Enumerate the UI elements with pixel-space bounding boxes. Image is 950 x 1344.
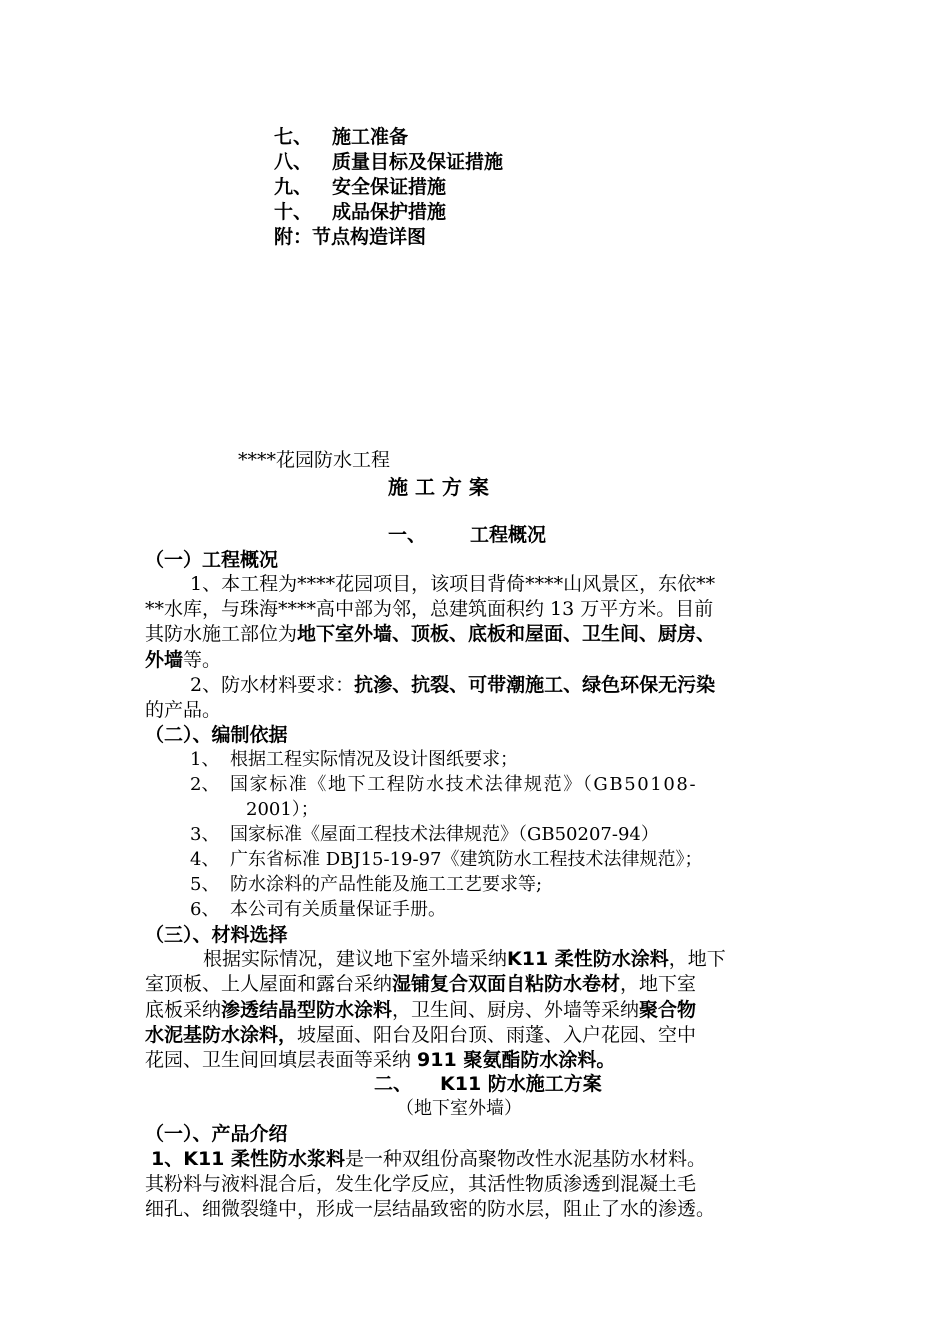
toc-item [274, 125, 503, 150]
toc-num: 十、 [274, 201, 313, 223]
emphasis-text: 水泥基防水涂料， [145, 1024, 298, 1046]
toc-item [274, 150, 503, 175]
subsection-heading: （二）、编制依据 [145, 724, 288, 746]
section-2-heading [374, 1071, 602, 1097]
toc-item [274, 175, 503, 200]
list-text: 本公司有关质量保证手册。 [230, 899, 446, 920]
toc-num: 八、 [274, 151, 313, 173]
list-number: 3、 [190, 824, 220, 845]
text-span: 是一种双组份高聚物改性水泥基防水材料。 [345, 1148, 707, 1170]
list-text: 根据工程实际情况及设计图纸要求； [230, 749, 518, 770]
toc-label: 成品保护措施 [332, 201, 447, 223]
list-number: 6、 [190, 899, 220, 920]
text-span: ，地下室 [620, 973, 697, 995]
list-item [190, 822, 659, 848]
list-number: 1、 [190, 749, 220, 770]
text-span: 等。 [183, 649, 222, 671]
paragraph-line: **水库，与珠海****高中部为邻，总建筑面积约 13 万平方米。目前 [145, 598, 714, 620]
list-text: 防水涂料的产品性能及施工工艺要求等; [230, 874, 543, 895]
emphasis-text: 外墙 [145, 649, 184, 671]
emphasis-text: 1、K11 柔性防水浆料 [151, 1148, 345, 1170]
toc-item [274, 200, 503, 225]
toc-num: 九、 [274, 176, 313, 198]
list-number: 4、 [190, 849, 220, 870]
text-span: 花园、卫生间回填层表面等采纳 [145, 1049, 418, 1071]
toc-label: 施工准备 [332, 126, 409, 148]
subsection-heading: （三）、材料选择 [145, 924, 288, 946]
list-item [190, 772, 697, 798]
list-number: 5、 [190, 874, 220, 895]
list-item [190, 847, 702, 873]
emphasis-text: 湿铺复合双面自粘防水卷材 [392, 973, 621, 995]
emphasis-text: K11 柔性防水涂料 [507, 948, 669, 970]
paragraph-line: 细孔、细微裂缝中，形成一层结晶致密的防水层，阻止了水的渗透。 [145, 1198, 716, 1220]
toc-label: 安全保证措施 [332, 176, 447, 198]
list-item [190, 897, 446, 923]
toc-appendix: 附：节点构造详图 [274, 226, 427, 248]
paragraph-line: 其粉料与液料混合后，发生化学反应，其活性物质渗透到混凝土毛 [145, 1173, 697, 1195]
list-item [190, 872, 542, 898]
text-span: 坡屋面、阳台及阳台顶、雨蓬、入户花园、空中 [297, 1024, 697, 1046]
section-1-heading [388, 522, 546, 548]
paragraph-line [190, 672, 715, 698]
list-text: 国家标准《屋面工程技术法律规范》（GB50207-94） [230, 824, 659, 845]
toc-num: 七、 [274, 126, 313, 148]
text-span: 其防水施工部位为 [145, 623, 298, 645]
project-title: ****花园防水工程 [238, 449, 391, 471]
text-span: ，卫生间、厨房、外墙等采纳 [392, 999, 640, 1021]
text-span: 2、防水材料要求： [190, 674, 355, 696]
list-item-continuation: 2001）； [246, 799, 319, 820]
subsection-heading: （一）工程概况 [145, 549, 279, 571]
paragraph-line: 1、本工程为****花园项目，该项目背倚****山风景区，东依** [190, 573, 716, 595]
text-span: 底板采纳 [145, 999, 222, 1021]
list-text: 国家标准《地下工程防水技术法律规范》（GB50108- [230, 774, 698, 795]
paragraph-line [145, 647, 221, 673]
emphasis-text: 抗渗、抗裂、可带潮施工、绿色环保无污染 [354, 674, 716, 696]
paragraph-line [145, 621, 715, 647]
section-number: 一、 [388, 524, 427, 546]
toc-label: 质量目标及保证措施 [332, 151, 504, 173]
list-text: 广东省标准 DBJ15-19-97《建筑防水工程技术法律规范》； [230, 849, 703, 870]
toc-list [274, 125, 503, 250]
text-span: 室顶板、上人屋面和露台采纳 [145, 973, 393, 995]
list-item [190, 747, 518, 773]
paragraph-line [145, 1146, 706, 1172]
paragraph-line [203, 946, 726, 972]
text-span: ，地下 [668, 948, 726, 970]
section-title: 工程概况 [470, 524, 547, 546]
paragraph-line [145, 1047, 615, 1073]
emphasis-text: 地下室外墙、顶板、底板和屋面、卫生间、厨房、 [297, 623, 716, 645]
section-number: 二、 [374, 1073, 413, 1095]
emphasis-text: 911 聚氨酯防水涂料。 [417, 1049, 616, 1071]
emphasis-text: 渗透结晶型防水涂料 [221, 999, 393, 1021]
document-title: 施 工 方 案 [388, 475, 489, 499]
section-subtitle: （地下室外墙） [396, 1098, 522, 1119]
text-span: 根据实际情况，建议地下室外墙采纳 [203, 948, 508, 970]
paragraph-line [145, 971, 696, 997]
list-number: 2、 [190, 774, 220, 795]
subsection-heading: （一）、产品介绍 [145, 1123, 288, 1145]
section-title: K11 防水施工方案 [440, 1073, 602, 1095]
paragraph-line [145, 1022, 696, 1048]
paragraph-line: 的产品。 [145, 699, 222, 721]
emphasis-text: 聚合物 [639, 999, 697, 1021]
paragraph-line [145, 997, 696, 1023]
